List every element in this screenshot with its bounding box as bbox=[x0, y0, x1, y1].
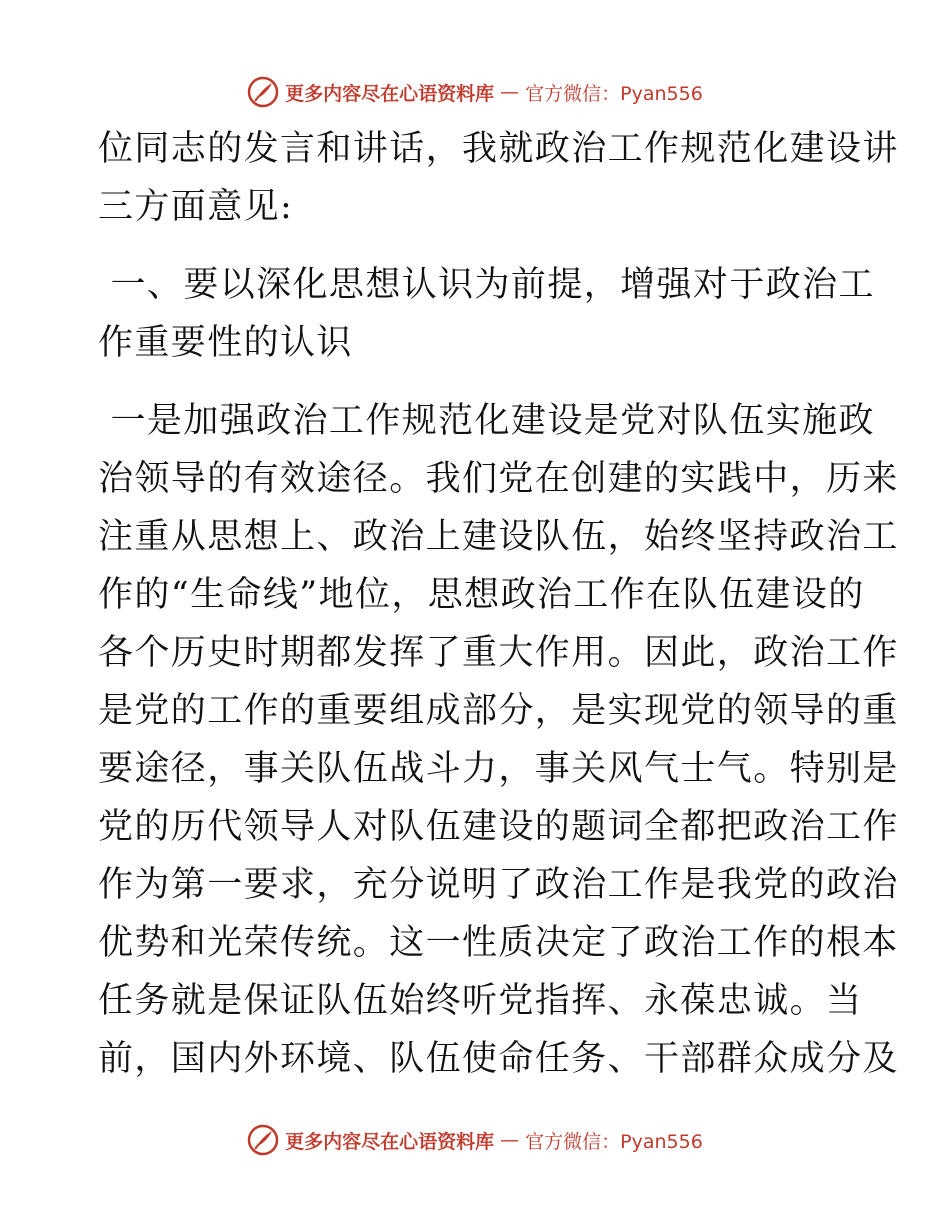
watermark-separator: — bbox=[500, 1129, 520, 1151]
text-line: 作为第一要求，充分说明了政治工作是我党的政治 bbox=[98, 865, 899, 905]
watermark-wechat-text: 官方微信：Pyan556 bbox=[525, 1130, 703, 1153]
text-line: 要途径，事关队伍战斗力，事关风气士气。特别是 bbox=[98, 749, 899, 789]
text-line: 位同志的发言和讲话，我就政治工作规范化建设讲 bbox=[98, 129, 899, 169]
header-watermark bbox=[0, 72, 950, 112]
footer-watermark bbox=[0, 1120, 950, 1160]
feather-pen-logo-icon bbox=[247, 76, 279, 108]
text-line: 前，国内外环境、队伍使命任务、干部群众成分及 bbox=[98, 1039, 899, 1079]
paragraph-intro bbox=[98, 120, 899, 236]
text-line: 三方面意见: bbox=[98, 187, 294, 227]
text-line: 优势和光荣传统。这一性质决定了政治工作的根本 bbox=[98, 923, 899, 963]
text-line: 是党的工作的重要组成部分，是实现党的领导的重 bbox=[98, 691, 899, 731]
heading-line: 一、要以深化思想认识为前提，增强对于政治工 bbox=[98, 265, 875, 305]
text-line: 治领导的有效途径。我们党在创建的实践中，历来 bbox=[98, 459, 899, 499]
watermark-site-text: 更多内容尽在心语资料库 bbox=[285, 82, 495, 105]
watermark-site-text: 更多内容尽在心语资料库 bbox=[285, 1130, 495, 1153]
text-line: 一是加强政治工作规范化建设是党对队伍实施政 bbox=[98, 401, 875, 441]
text-line: 各个历史时期都发挥了重大作用。因此，政治工作 bbox=[98, 633, 899, 673]
watermark-separator: — bbox=[500, 81, 520, 103]
document-body bbox=[98, 120, 899, 1088]
text-line: 作的“生命线”地位，思想政治工作在队伍建设的 bbox=[98, 575, 865, 615]
heading-line: 作重要性的认识 bbox=[98, 323, 353, 363]
watermark-wechat-text: 官方微信：Pyan556 bbox=[525, 82, 703, 105]
text-line: 注重从思想上、政治上建设队伍，始终坚持政治工 bbox=[98, 517, 899, 557]
text-line: 党的历代领导人对队伍建设的题词全都把政治工作 bbox=[98, 807, 899, 847]
text-line: 任务就是保证队伍始终听党指挥、永葆忠诚。当 bbox=[98, 981, 863, 1021]
feather-pen-logo-icon bbox=[247, 1124, 279, 1156]
section-heading bbox=[98, 256, 875, 372]
paragraph-body bbox=[98, 392, 899, 1088]
